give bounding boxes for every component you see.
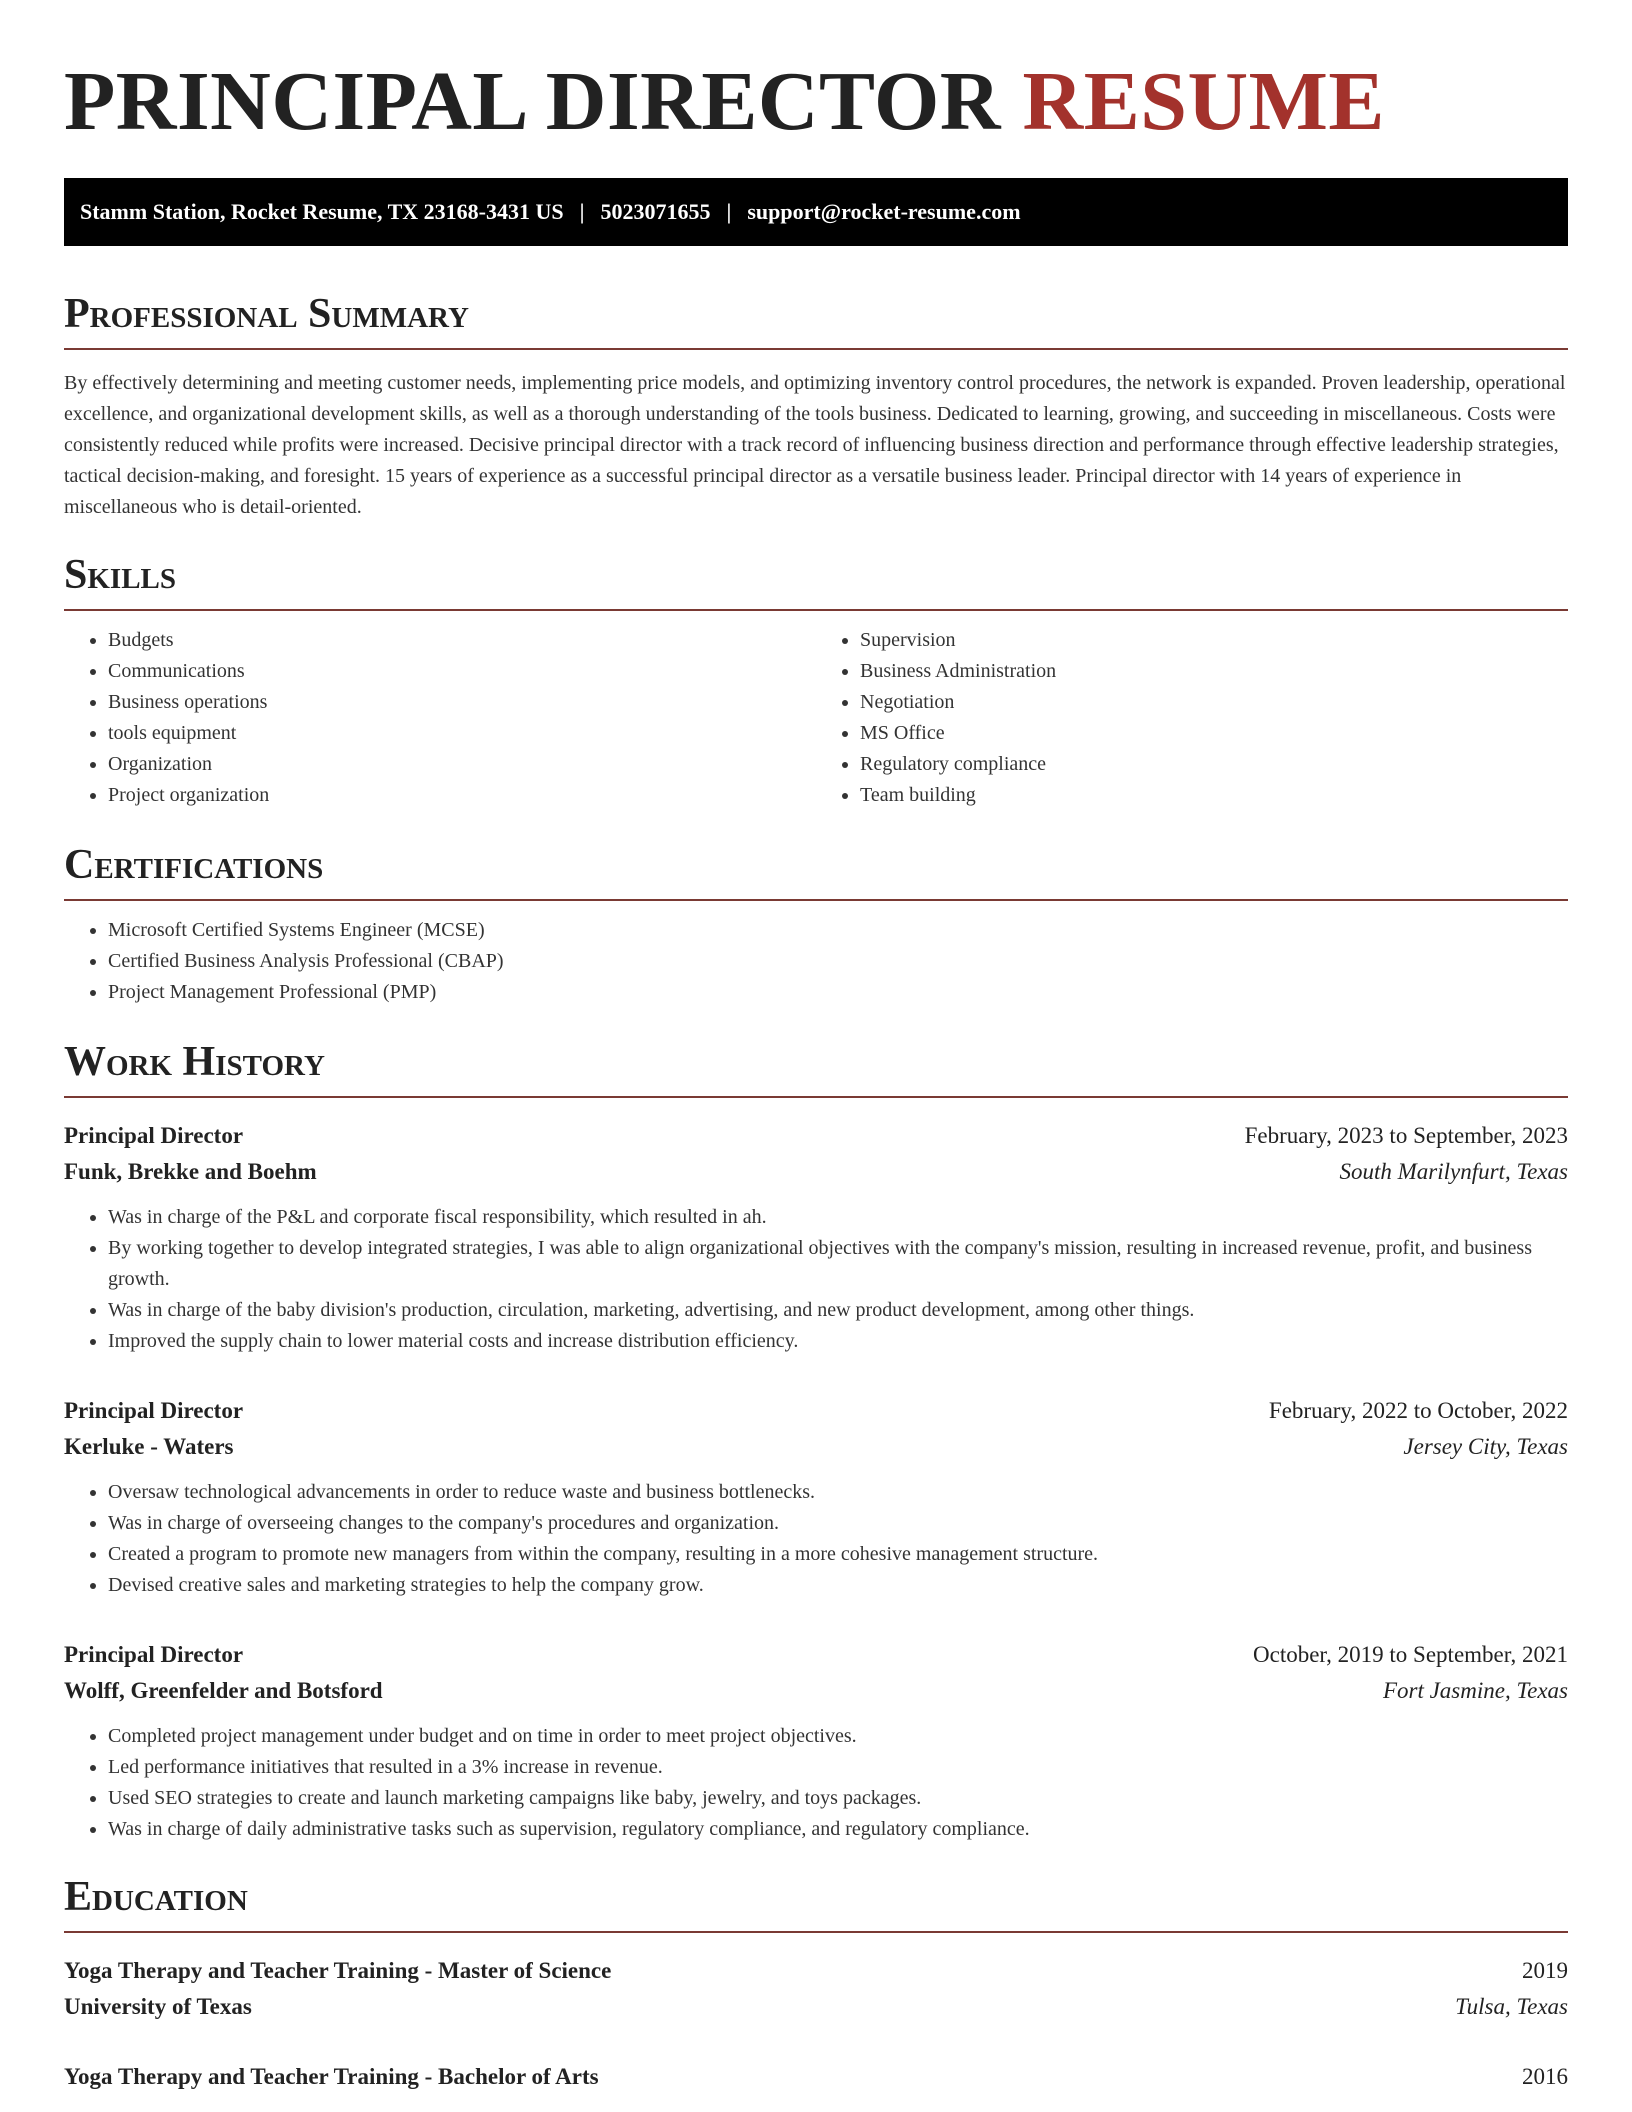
- skills-list-left: [64, 625, 816, 811]
- education-entry: [64, 2059, 1568, 2095]
- job-bullet: • Led performance initiatives that resulted in a 3% increase in revenue.: [108, 1752, 1568, 1783]
- job-entry: [64, 1118, 1568, 1357]
- job-entry: [64, 1393, 1568, 1601]
- certifications-heading: Certifications: [64, 841, 1568, 901]
- job-bullet: • Was in charge of daily administrative tasks such as supervision, regulatory compliance, and regulatory compliance.: [108, 1814, 1568, 1845]
- job-bullet: • Completed project management under budget and on time in order to meet project objectives.: [108, 1721, 1568, 1752]
- skill-item: • Project organization: [108, 780, 816, 811]
- education-degree: Yoga Therapy and Teacher Training - Master of Science: [64, 1958, 612, 1983]
- job-bullet: • Improved the supply chain to lower material costs and increase distribution efficiency.: [108, 1326, 1568, 1357]
- job-company-row: [64, 1429, 1568, 1465]
- skill-item: • Supervision: [860, 625, 1568, 656]
- job-location: Fort Jasmine, Texas: [1382, 1678, 1568, 1703]
- job-title: Principal Director: [64, 1398, 244, 1423]
- job-title-row: [64, 1637, 1568, 1673]
- certification-item: • Microsoft Certified Systems Engineer (MCSE): [108, 915, 1568, 946]
- job-company-row: [64, 1673, 1568, 1709]
- job-dates: February, 2023 to September, 2023: [1244, 1123, 1568, 1148]
- skill-item: • Regulatory compliance: [860, 749, 1568, 780]
- skills-section: [64, 551, 1568, 811]
- work-history-section: [64, 1038, 1568, 1845]
- job-location: Jersey City, Texas: [1403, 1434, 1568, 1459]
- contact-email[interactable]: support@rocket-resume.com: [747, 199, 1021, 224]
- job-bullet: • By working together to develop integrated strategies, I was able to align organizational objectives with the company's mission, resulting in increased revenue, profit, and business growth.: [108, 1233, 1568, 1295]
- job-company: Funk, Brekke and Boehm: [64, 1159, 317, 1184]
- job-bullet: • Devised creative sales and marketing strategies to help the company grow.: [108, 1570, 1568, 1601]
- job-bullet: • Was in charge of the baby division's production, circulation, marketing, advertising, and new product development, among other things.: [108, 1295, 1568, 1326]
- contact-address: Stamm Station, Rocket Resume, TX 23168-3431 US: [80, 199, 564, 224]
- certifications-section: [64, 841, 1568, 1008]
- education-degree-row: [64, 1953, 1568, 1989]
- skill-item: • Negotiation: [860, 687, 1568, 718]
- job-bullets: [64, 1202, 1568, 1357]
- education-year: 2016: [1522, 2064, 1568, 2089]
- skill-item: • Business Administration: [860, 656, 1568, 687]
- education-heading: Education: [64, 1873, 1568, 1933]
- education-entry: [64, 1953, 1568, 2025]
- skill-item: • MS Office: [860, 718, 1568, 749]
- certifications-list: [64, 915, 1568, 1008]
- resume-title: [64, 52, 1568, 152]
- contact-separator: |: [579, 199, 585, 224]
- job-bullet: • Created a program to promote new managers from within the company, resulting in a more cohesive management structure.: [108, 1539, 1568, 1570]
- skill-item: • Organization: [108, 749, 816, 780]
- education-section: [64, 1873, 1568, 2095]
- skill-item: • Budgets: [108, 625, 816, 656]
- job-title: Principal Director: [64, 1123, 244, 1148]
- summary-heading: Professional Summary: [64, 290, 1568, 350]
- education-degree-row: [64, 2059, 1568, 2095]
- summary-section: [64, 290, 1568, 523]
- job-bullets: [64, 1477, 1568, 1601]
- title-main: PRINCIPAL DIRECTOR: [64, 55, 1002, 148]
- certification-item: • Project Management Professional (PMP): [108, 977, 1568, 1008]
- job-bullets: [64, 1721, 1568, 1845]
- education-year: 2019: [1522, 1958, 1568, 1983]
- job-company: Wolff, Greenfelder and Botsford: [64, 1678, 383, 1703]
- skill-item: • Communications: [108, 656, 816, 687]
- certification-item: • Certified Business Analysis Professional (CBAP): [108, 946, 1568, 977]
- contact-bar: [64, 178, 1568, 246]
- summary-text: By effectively determining and meeting customer needs, implementing price models, and optimizing inventory control procedures, the network is expanded. Proven leadership, operational excellence, and organizational development skills, as well as a thorough understanding of the tools business. Dedicated to learning, growing, and succeeding in miscellaneous. Costs were consistently reduced while profits were increased. Decisive principal director with a track record of influencing business direction and performance through effective leadership strategies, tactical decision-making, and foresight. 15 years of experience as a successful principal director as a versatile business leader. Principal director with 14 years of experience in miscellaneous who is detail-oriented.: [64, 372, 1566, 518]
- skill-item: • tools equipment: [108, 718, 816, 749]
- education-location: Tulsa, Texas: [1455, 1994, 1568, 2019]
- education-degree: Yoga Therapy and Teacher Training - Bachelor of Arts: [64, 2064, 599, 2089]
- education-school: University of Texas: [64, 1994, 252, 2019]
- job-bullet: • Was in charge of the P&L and corporate fiscal responsibility, which resulted in ah.: [108, 1202, 1568, 1233]
- job-company: Kerluke - Waters: [64, 1434, 234, 1459]
- contact-separator: |: [726, 199, 732, 224]
- job-location: South Marilynfurt, Texas: [1339, 1159, 1568, 1184]
- job-entry: [64, 1637, 1568, 1845]
- education-school-row: [64, 1989, 1568, 2025]
- job-dates: February, 2022 to October, 2022: [1268, 1398, 1568, 1423]
- job-company-row: [64, 1154, 1568, 1190]
- skills-grid: [64, 611, 1568, 811]
- skill-item: • Team building: [860, 780, 1568, 811]
- job-title-row: [64, 1118, 1568, 1154]
- job-dates: October, 2019 to September, 2021: [1253, 1642, 1568, 1667]
- job-title: Principal Director: [64, 1642, 244, 1667]
- skills-list-right: [816, 625, 1568, 811]
- job-bullet: • Oversaw technological advancements in order to reduce waste and business bottlenecks.: [108, 1477, 1568, 1508]
- work-history-heading: Work History: [64, 1038, 1568, 1098]
- skills-heading: Skills: [64, 551, 1568, 611]
- job-title-row: [64, 1393, 1568, 1429]
- job-bullet: • Was in charge of overseeing changes to the company's procedures and organization.: [108, 1508, 1568, 1539]
- skill-item: • Business operations: [108, 687, 816, 718]
- title-accent: RESUME: [1022, 55, 1385, 148]
- contact-phone: 5023071655: [600, 199, 711, 224]
- job-bullet: • Used SEO strategies to create and launch marketing campaigns like baby, jewelry, and toys packages.: [108, 1783, 1568, 1814]
